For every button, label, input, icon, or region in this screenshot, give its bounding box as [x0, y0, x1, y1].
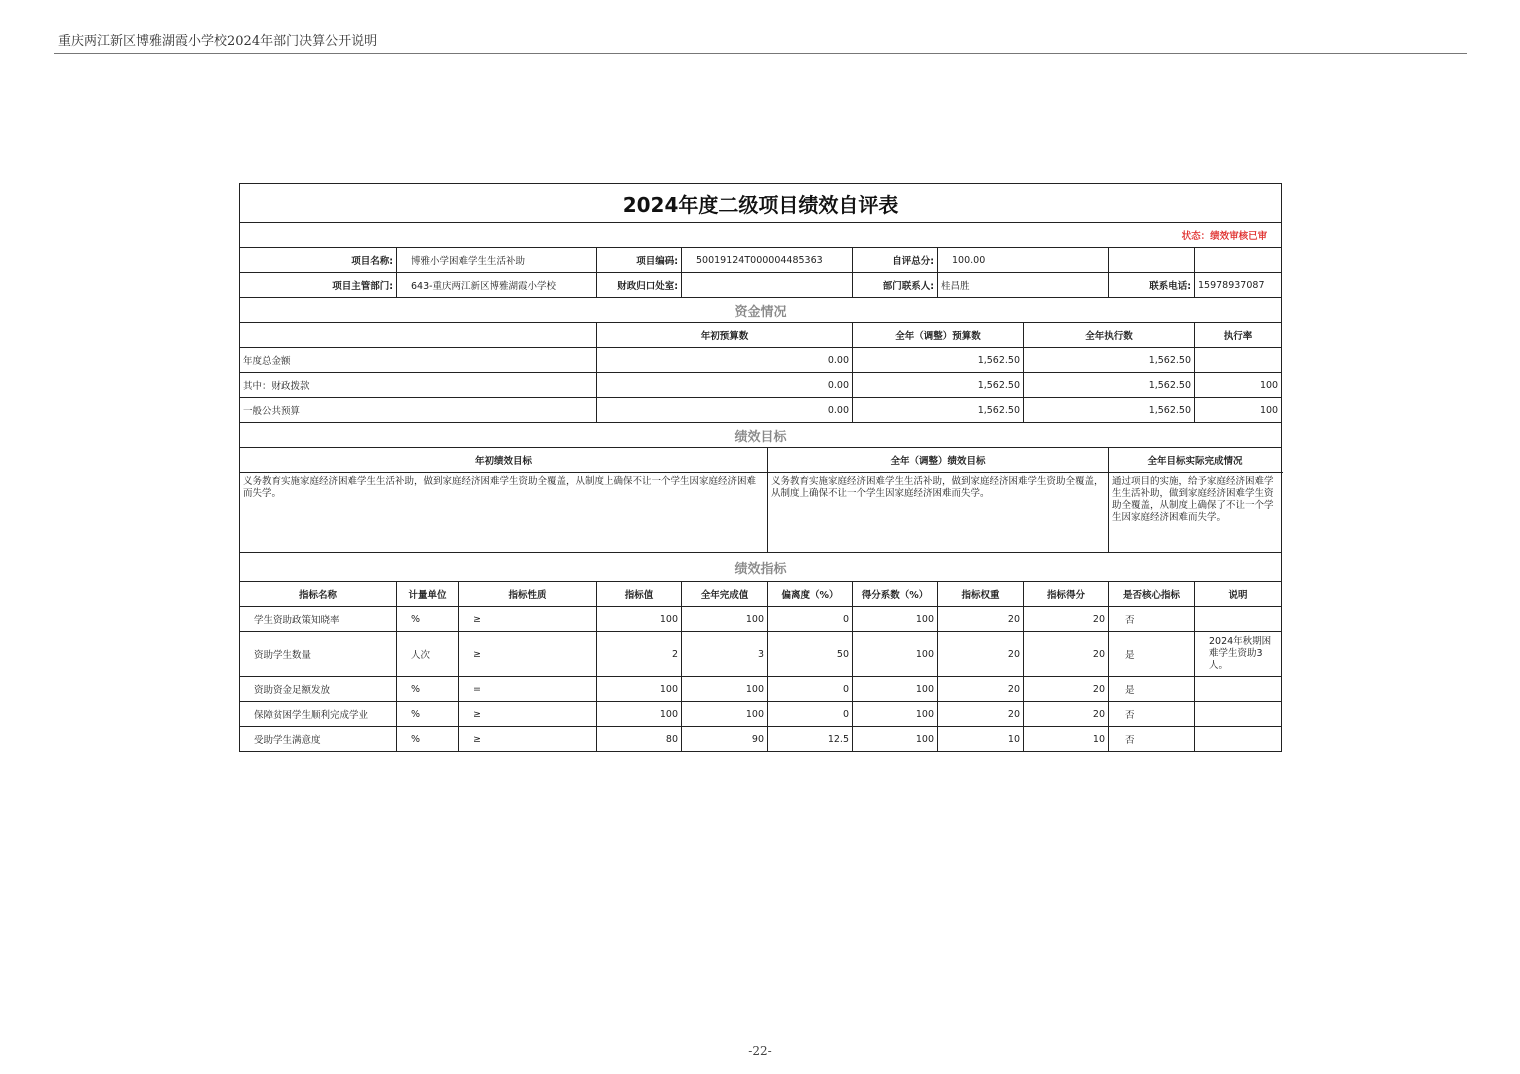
funds-row-name: 年度总金额	[240, 348, 597, 373]
indicator-header: 说明	[1195, 582, 1282, 607]
goals-header: 全年（调整）绩效目标	[768, 448, 1109, 473]
indicator-header: 指标值	[597, 582, 682, 607]
indicator-coefficient: 100	[853, 677, 938, 702]
indicator-header: 是否核心指标	[1109, 582, 1195, 607]
indicator-core: 否	[1109, 702, 1195, 727]
indicator-weight: 20	[938, 632, 1024, 677]
status-badge: 状态：绩效审核已审	[240, 223, 1282, 248]
indicator-unit: %	[397, 677, 459, 702]
indicator-coefficient: 100	[853, 702, 938, 727]
indicators-section-title: 绩效指标	[240, 553, 1282, 582]
indicator-weight: 20	[938, 607, 1024, 632]
indicator-actual: 3	[682, 632, 768, 677]
indicator-core: 是	[1109, 632, 1195, 677]
indicator-target: 100	[597, 677, 682, 702]
table-title: 2024年度二级项目绩效自评表	[240, 184, 1282, 223]
funds-section-title: 资金情况	[240, 298, 1282, 323]
indicator-note: 2024年秋期困难学生资助3人。	[1195, 632, 1282, 677]
funds-header: 全年（调整）预算数	[853, 323, 1024, 348]
indicator-row	[240, 632, 1282, 677]
indicator-coefficient: 100	[853, 727, 938, 752]
indicator-actual: 90	[682, 727, 768, 752]
contact-value: 桂昌胜	[938, 273, 1109, 298]
indicator-weight: 20	[938, 677, 1024, 702]
funds-initial: 0.00	[597, 398, 853, 423]
indicator-header: 指标性质	[459, 582, 597, 607]
funds-executed: 1,562.50	[1024, 348, 1195, 373]
actual-goal-text: 通过项目的实施，给予家庭经济困难学生生活补助，做到家庭经济困难学生资助全覆盖，从制度上确保了不让一个学生因家庭经济困难而失学。	[1109, 473, 1282, 553]
indicator-weight: 20	[938, 702, 1024, 727]
goals-header: 年初绩效目标	[240, 448, 768, 473]
indicator-name: 资助学生数量	[240, 632, 397, 677]
finance-office-label: 财政归口处室:	[597, 273, 682, 298]
indicator-deviation: 0	[768, 677, 853, 702]
phone-value: 15978937087	[1195, 273, 1282, 298]
indicator-name: 学生资助政策知晓率	[240, 607, 397, 632]
indicator-actual: 100	[682, 702, 768, 727]
indicator-note	[1195, 702, 1282, 727]
performance-evaluation-table	[239, 183, 1282, 752]
indicator-header: 指标名称	[240, 582, 397, 607]
indicator-unit: %	[397, 702, 459, 727]
indicator-coefficient: 100	[853, 632, 938, 677]
indicator-score: 20	[1024, 607, 1109, 632]
funds-rate: 100	[1195, 398, 1282, 423]
indicator-header: 得分系数（%）	[853, 582, 938, 607]
indicator-target: 100	[597, 607, 682, 632]
indicator-unit: %	[397, 727, 459, 752]
empty-cell	[1195, 248, 1282, 273]
indicator-score: 10	[1024, 727, 1109, 752]
indicator-core: 否	[1109, 727, 1195, 752]
indicator-row	[240, 702, 1282, 727]
indicator-header: 偏离度（%）	[768, 582, 853, 607]
funds-header: 执行率	[1195, 323, 1282, 348]
funds-adjusted: 1,562.50	[853, 348, 1024, 373]
finance-office-value	[682, 273, 853, 298]
funds-initial: 0.00	[597, 348, 853, 373]
indicator-note	[1195, 727, 1282, 752]
project-name-value: 博雅小学困难学生生活补助	[397, 248, 597, 273]
goals-section-title: 绩效目标	[240, 423, 1282, 448]
indicator-row	[240, 677, 1282, 702]
indicator-target: 80	[597, 727, 682, 752]
indicator-note	[1195, 607, 1282, 632]
indicator-coefficient: 100	[853, 607, 938, 632]
indicator-actual: 100	[682, 677, 768, 702]
initial-goal-text: 义务教育实施家庭经济困难学生生活补助，做到家庭经济困难学生资助全覆盖，从制度上确保不让一个学生因家庭经济困难而失学。	[240, 473, 768, 553]
indicator-deviation: 0	[768, 702, 853, 727]
indicator-header: 全年完成值	[682, 582, 768, 607]
indicator-nature: ≥	[459, 727, 597, 752]
adjusted-goal-text: 义务教育实施家庭经济困难学生生活补助，做到家庭经济困难学生资助全覆盖，从制度上确保不让一个学生因家庭经济困难而失学。	[768, 473, 1109, 553]
dept-value: 643-重庆两江新区博雅湖霞小学校	[397, 273, 597, 298]
page-header: 重庆两江新区博雅湖霞小学校2024年部门决算公开说明	[58, 34, 378, 49]
indicator-core: 否	[1109, 607, 1195, 632]
indicator-header: 指标得分	[1024, 582, 1109, 607]
indicators-header-row	[240, 582, 1282, 607]
goals-header-row	[240, 448, 1282, 473]
info-row-2	[240, 273, 1282, 298]
indicator-name: 保障贫困学生顺利完成学业	[240, 702, 397, 727]
indicator-actual: 100	[682, 607, 768, 632]
indicator-score: 20	[1024, 677, 1109, 702]
indicator-name: 受助学生满意度	[240, 727, 397, 752]
indicator-target: 100	[597, 702, 682, 727]
indicator-core: 是	[1109, 677, 1195, 702]
funds-header-row	[240, 323, 1282, 348]
funds-header-empty	[240, 323, 597, 348]
funds-row-name: 一般公共预算	[240, 398, 597, 423]
indicator-name: 资助资金足额发放	[240, 677, 397, 702]
indicator-unit: 人次	[397, 632, 459, 677]
indicator-nature: ≥	[459, 632, 597, 677]
indicator-score: 20	[1024, 702, 1109, 727]
funds-rate: 100	[1195, 373, 1282, 398]
indicator-header: 指标权重	[938, 582, 1024, 607]
funds-rate	[1195, 348, 1282, 373]
indicator-score: 20	[1024, 632, 1109, 677]
funds-row	[240, 348, 1282, 373]
indicator-note	[1195, 677, 1282, 702]
funds-row	[240, 373, 1282, 398]
page-number: -22-	[748, 1044, 772, 1058]
indicator-deviation: 0	[768, 607, 853, 632]
contact-label: 部门联系人:	[853, 273, 938, 298]
funds-header: 全年执行数	[1024, 323, 1195, 348]
indicator-nature: ≥	[459, 702, 597, 727]
indicator-weight: 10	[938, 727, 1024, 752]
funds-row	[240, 398, 1282, 423]
empty-cell	[1109, 248, 1195, 273]
header-rule	[54, 53, 1467, 54]
funds-executed: 1,562.50	[1024, 373, 1195, 398]
project-code-label: 项目编码:	[597, 248, 682, 273]
score-value: 100.00	[938, 248, 1109, 273]
indicator-nature: ≥	[459, 607, 597, 632]
info-row-1	[240, 248, 1282, 273]
indicator-nature: =	[459, 677, 597, 702]
funds-row-name: 其中：财政拨款	[240, 373, 597, 398]
indicator-target: 2	[597, 632, 682, 677]
funds-executed: 1,562.50	[1024, 398, 1195, 423]
project-code-value: 50019124T000004485363	[682, 248, 853, 273]
indicator-row	[240, 607, 1282, 632]
funds-initial: 0.00	[597, 373, 853, 398]
score-label: 自评总分:	[853, 248, 938, 273]
phone-label: 联系电话:	[1109, 273, 1195, 298]
funds-adjusted: 1,562.50	[853, 373, 1024, 398]
funds-header: 年初预算数	[597, 323, 853, 348]
dept-label: 项目主管部门:	[240, 273, 397, 298]
indicator-row	[240, 727, 1282, 752]
indicator-deviation: 12.5	[768, 727, 853, 752]
indicator-deviation: 50	[768, 632, 853, 677]
goals-header: 全年目标实际完成情况	[1109, 448, 1282, 473]
goals-content-row	[240, 473, 1282, 553]
indicator-unit: %	[397, 607, 459, 632]
funds-adjusted: 1,562.50	[853, 398, 1024, 423]
indicator-header: 计量单位	[397, 582, 459, 607]
project-name-label: 项目名称:	[240, 248, 397, 273]
